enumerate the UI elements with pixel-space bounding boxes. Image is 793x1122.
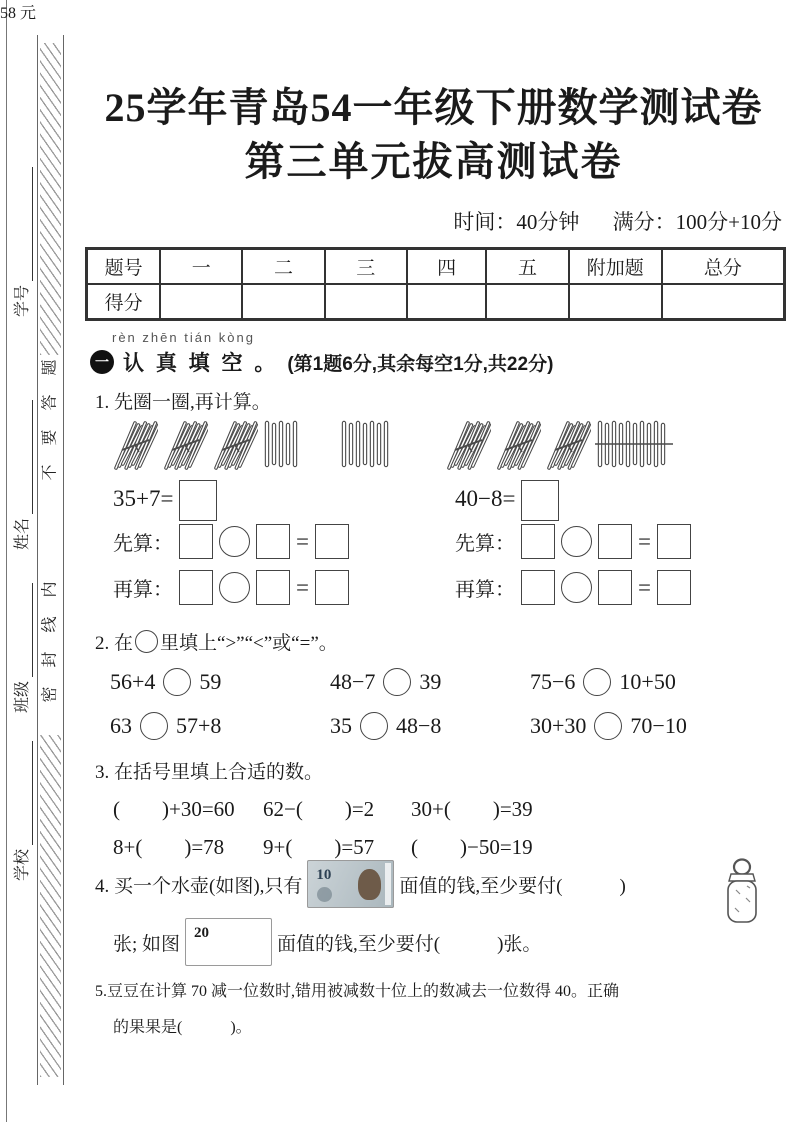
banknote-emblem (317, 887, 332, 902)
section-one-header (90, 347, 553, 377)
q3-row-1 (113, 793, 783, 823)
score-table (85, 247, 786, 321)
compare-item (110, 712, 221, 740)
score-empty-cell (569, 284, 662, 319)
stick-bundle-image (162, 414, 208, 476)
answer-box (657, 524, 691, 559)
q4-text-3: 张; 如图 (113, 933, 181, 955)
kettle-price: 58 元 (0, 5, 37, 22)
fill-blank-equation: ( )+30=60 (113, 797, 235, 821)
q5-line-1: 5.豆豆在计算 70 减一位数时,错用被减数十位上的数减去一位数得 40。正确 (95, 983, 620, 1000)
banknote-10-image (307, 860, 394, 908)
score-header-cell: 一 (160, 249, 242, 284)
fill-blank-equation: 30+( )=39 (411, 797, 533, 821)
step2-label: 再算： (113, 579, 173, 601)
seal-band (37, 35, 64, 1085)
banknote-strip (263, 921, 269, 963)
q1-prompt: 1. 先圈一圈,再计算。 (95, 392, 271, 413)
answer-box (179, 480, 217, 521)
q4-line-1 (95, 860, 626, 908)
q1-left-equation-text: 35+7= (113, 486, 174, 511)
q4-text-4: 面值的钱,至少要付( )张。 (277, 933, 542, 955)
seal-band-char: 封 (41, 651, 59, 668)
operator-circle (219, 572, 250, 603)
score-info: 满分：100分+10分 (612, 210, 782, 234)
operator-circle (219, 526, 250, 557)
seal-band-char: 答 (41, 394, 59, 411)
q4-text-1: 4. 买一个水壶(如图),只有 (95, 875, 303, 897)
seal-hatch-bottom (40, 735, 61, 1077)
fill-blank-equation: 9+( )=57 (263, 835, 375, 859)
compare-right: 59 (199, 669, 222, 694)
answer-box (315, 570, 349, 605)
banknote-10-value: 10 (316, 867, 332, 883)
compare-circle-icon (135, 630, 158, 653)
score-header-cell: 附加题 (569, 249, 662, 284)
q4-line-2 (113, 918, 541, 966)
name-text: 姓名 (14, 517, 31, 550)
equals-sign: = (296, 575, 309, 600)
compare-circle (583, 668, 611, 696)
student-id-blank (14, 167, 33, 281)
seal-band-bottom-chars (38, 581, 63, 703)
compare-item (530, 668, 676, 696)
q3-row-2 (113, 831, 783, 861)
section-title: 认 真 填 空 。 (123, 352, 279, 375)
operator-circle (561, 526, 592, 557)
compare-circle (360, 712, 388, 740)
q1-right-equation (455, 486, 559, 521)
q2-row-1 (110, 668, 782, 702)
stick-bundle-image (445, 414, 491, 476)
exam-info-line (85, 206, 782, 236)
q2-prompt-suffix: 里填上“>”“<”或“=”。 (160, 633, 338, 654)
score-row-label: 得分 (87, 284, 160, 319)
banknote-portrait (236, 927, 259, 958)
compare-left: 75−6 (530, 669, 576, 694)
school-label (11, 741, 33, 881)
banknote-strip (385, 863, 391, 905)
section-pinyin: rèn zhēn tián kòng (112, 330, 255, 345)
score-header-cell: 题号 (87, 249, 160, 284)
q1-right-equation-text: 40−8= (455, 486, 516, 511)
seal-band-char: 要 (41, 429, 59, 446)
score-empty-cell (407, 284, 486, 319)
compare-item (530, 712, 687, 740)
paper-subtitle: 第三单元拔高测试卷 (244, 139, 623, 184)
banknote-emblem (195, 945, 210, 960)
q2-row-2 (110, 712, 782, 746)
compare-right: 48−8 (396, 713, 442, 738)
equals-sign: = (638, 575, 651, 600)
compare-item (110, 668, 221, 696)
crossed-sticks-image (595, 414, 673, 472)
compare-left: 63 (110, 713, 132, 738)
stick-group-gap (309, 414, 335, 424)
class-blank (14, 583, 33, 677)
banknote-20-value: 20 (194, 925, 210, 941)
school-text: 学校 (14, 848, 31, 881)
compare-right: 70−10 (630, 713, 687, 738)
compare-right: 57+8 (176, 713, 222, 738)
score-empty-cell (325, 284, 407, 319)
compare-right: 10+50 (619, 669, 676, 694)
q2-prompt-prefix: 2. 在 (95, 633, 134, 654)
loose-sticks-image (262, 414, 305, 472)
answer-box (315, 524, 349, 559)
seal-hatch-top (40, 43, 61, 355)
seal-band-char: 不 (41, 464, 59, 481)
q1-left-equation (113, 486, 217, 521)
q1-left-step2 (113, 570, 349, 605)
q2-prompt (95, 628, 338, 655)
class-text: 班级 (14, 680, 31, 713)
compare-left: 48−7 (330, 669, 376, 694)
q1-sticks-left (112, 414, 396, 476)
banknote-20-image (185, 918, 272, 966)
stick-bundle-image (545, 414, 591, 476)
seal-band-char: 密 (41, 686, 59, 703)
answer-box (521, 570, 555, 605)
answer-box (598, 570, 632, 605)
step1-label: 先算： (113, 533, 173, 555)
name-label (11, 400, 33, 550)
compare-left: 35 (330, 713, 352, 738)
stick-bundle-image (112, 414, 158, 476)
compare-circle (594, 712, 622, 740)
q5-line-2: 的果果是( )。 (113, 1019, 252, 1036)
class-label (11, 583, 33, 713)
time-info: 时间：40分钟 (453, 210, 580, 234)
fill-blank-equation: 62−( )=2 (263, 797, 375, 821)
name-blank (14, 400, 33, 514)
score-header-cell: 二 (242, 249, 324, 284)
seal-band-char: 线 (41, 616, 59, 633)
answer-box (179, 570, 213, 605)
answer-box (598, 524, 632, 559)
step2-label: 再算： (455, 579, 515, 601)
q4-text-2: 面值的钱,至少要付( ) (399, 875, 626, 897)
answer-box (657, 570, 691, 605)
school-blank (14, 741, 33, 845)
compare-left: 56+4 (110, 669, 156, 694)
stick-bundle-image (212, 414, 258, 476)
fill-blank-equation: ( )−50=19 (411, 835, 533, 859)
seal-band-char: 内 (41, 581, 59, 598)
section-number-badge: 一 (90, 350, 114, 374)
section-score-note: (第1题6分,其余每空1分,共22分) (287, 353, 554, 375)
score-empty-cell (160, 284, 242, 319)
step1-label: 先算： (455, 533, 515, 555)
scan-edge-line (6, 0, 7, 1122)
answer-box (256, 524, 290, 559)
q1-left-step1 (113, 524, 349, 559)
seal-band-char: 题 (41, 359, 59, 376)
q1-right-step2 (455, 570, 691, 605)
score-header-cell: 总分 (662, 249, 784, 284)
compare-circle (140, 712, 168, 740)
score-empty-cell (486, 284, 568, 319)
operator-circle (561, 572, 592, 603)
answer-box (521, 480, 559, 521)
banknote-portrait (358, 869, 381, 900)
q1-right-step1 (455, 524, 691, 559)
score-header-cell: 五 (486, 249, 568, 284)
student-id-label (11, 167, 33, 317)
answer-box (521, 524, 555, 559)
q3-prompt: 3. 在括号里填上合适的数。 (95, 762, 324, 783)
equals-sign: = (296, 529, 309, 554)
compare-item (330, 668, 441, 696)
score-empty-cell (662, 284, 784, 319)
compare-right: 39 (419, 669, 442, 694)
compare-circle (383, 668, 411, 696)
compare-circle (163, 668, 191, 696)
stick-bundle-image (495, 414, 541, 476)
compare-item (330, 712, 441, 740)
answer-box (179, 524, 213, 559)
answer-box (256, 570, 290, 605)
seal-band-top-chars (38, 359, 63, 481)
q1-sticks-right (445, 414, 673, 476)
fill-blank-equation: 8+( )=78 (113, 835, 225, 859)
score-empty-cell (242, 284, 324, 319)
score-header-cell: 三 (325, 249, 407, 284)
equals-sign: = (638, 529, 651, 554)
student-id-text: 学号 (14, 284, 31, 317)
kettle-image (716, 858, 768, 924)
paper-title: 25学年青岛54一年级下册数学测试卷 (104, 85, 763, 130)
score-header-cell: 四 (407, 249, 486, 284)
compare-left: 30+30 (530, 713, 587, 738)
loose-sticks-image (339, 414, 396, 472)
